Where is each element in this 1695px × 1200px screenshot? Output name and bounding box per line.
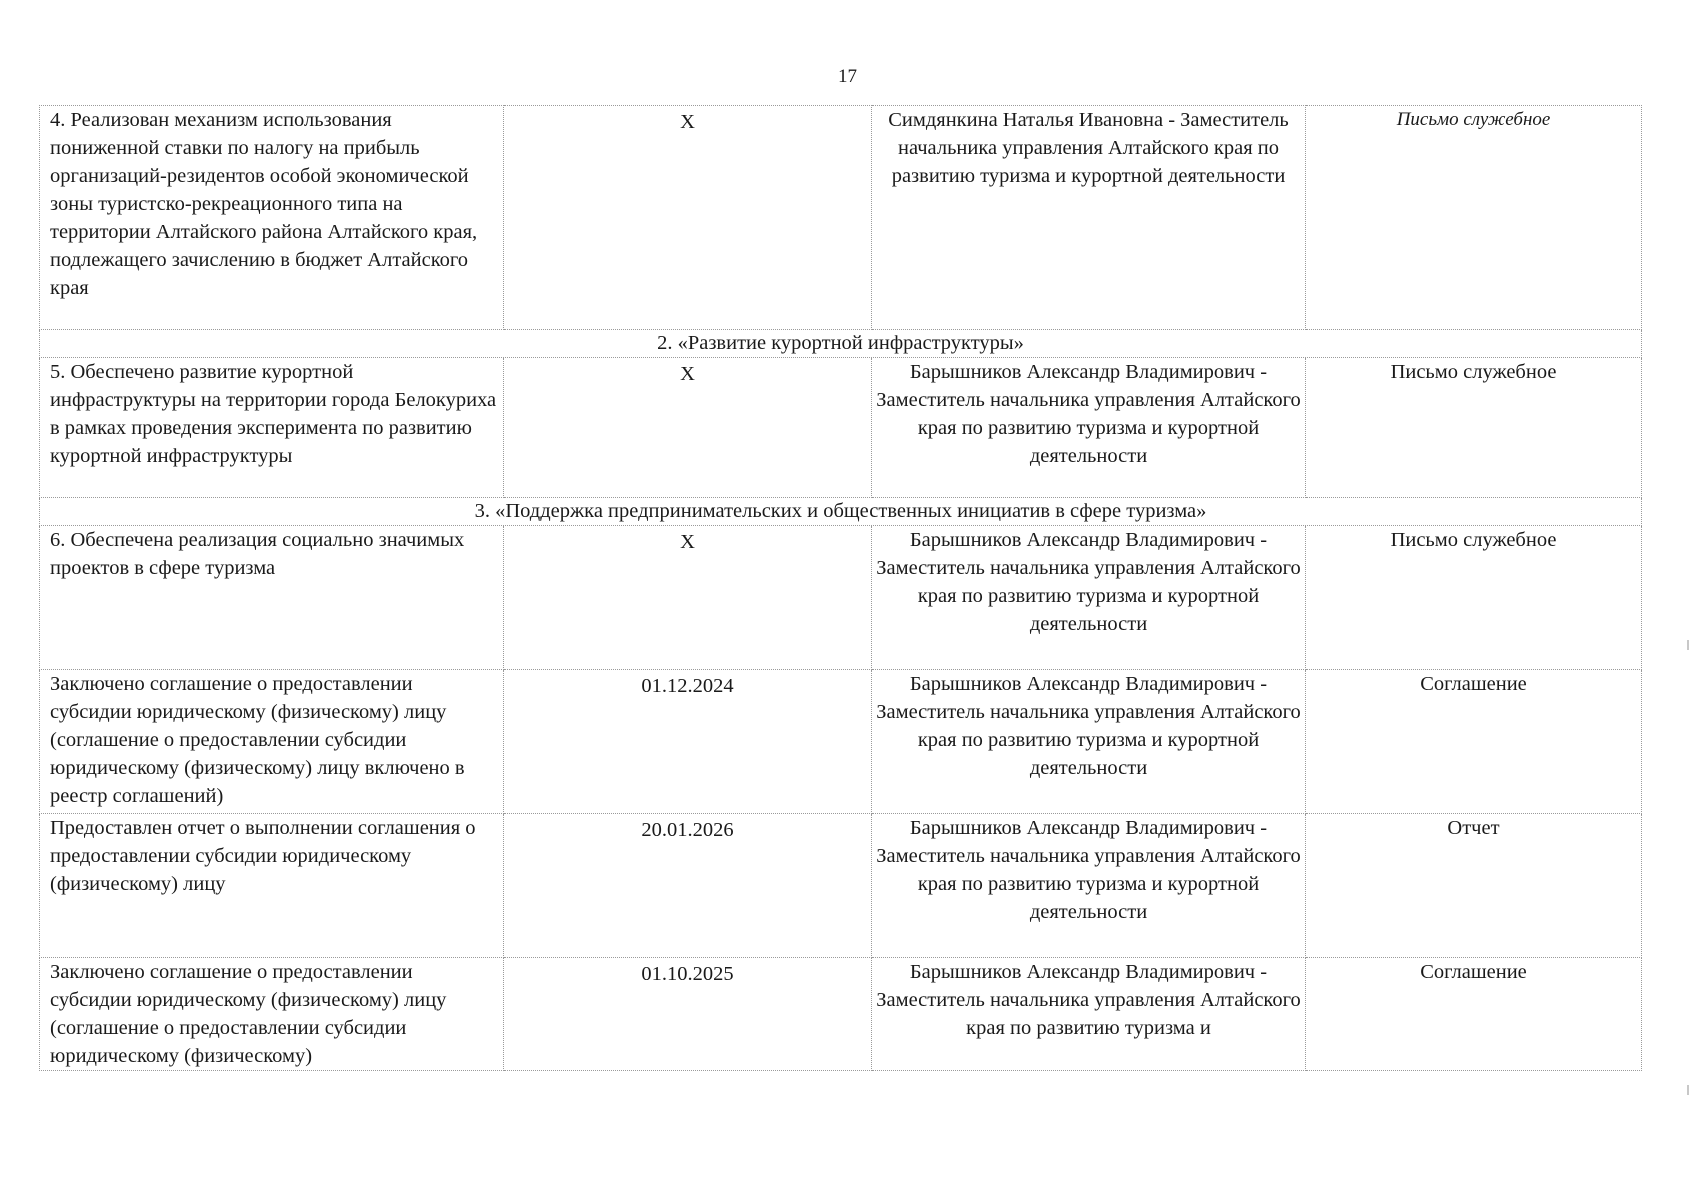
responsible-cell: Барышников Александр Владимирович - Заместитель начальника управления Алтайского края по развитию туризма и курортной деятельности xyxy=(872,526,1306,670)
date-cell: 20.01.2026 xyxy=(504,814,872,958)
table-row xyxy=(40,958,1642,1071)
scan-artifact xyxy=(1687,1085,1689,1095)
date-cell: X xyxy=(504,106,872,330)
table-row xyxy=(40,358,1642,498)
result-cell: Заключено соглашение о предоставлении субсидии юридическому (физическому) лицу (соглашение о предоставлении субсидии юридическому (физическому) xyxy=(40,958,504,1071)
document-cell: Письмо служебное xyxy=(1306,106,1642,330)
section-heading: 3. «Поддержка предпринимательских и общественных инициатив в сфере туризма» xyxy=(40,498,1642,526)
date-cell: 01.12.2024 xyxy=(504,670,872,814)
results-table xyxy=(39,105,1642,1071)
document-cell: Соглашение xyxy=(1306,958,1642,1071)
date-cell: 01.10.2025 xyxy=(504,958,872,1071)
table-row xyxy=(40,814,1642,958)
document-cell: Отчет xyxy=(1306,814,1642,958)
responsible-cell: Барышников Александр Владимирович - Заместитель начальника управления Алтайского края по развитию туризма и курортной деятельности xyxy=(872,358,1306,498)
responsible-cell: Барышников Александр Владимирович - Заместитель начальника управления Алтайского края по развитию туризма и xyxy=(872,958,1306,1071)
table-row xyxy=(40,670,1642,814)
section-row xyxy=(40,330,1642,358)
date-cell: X xyxy=(504,358,872,498)
result-cell: Предоставлен отчет о выполнении соглашения о предоставлении субсидии юридическому (физическому) лицу xyxy=(40,814,504,958)
responsible-cell: Барышников Александр Владимирович - Заместитель начальника управления Алтайского края по развитию туризма и курортной деятельности xyxy=(872,670,1306,814)
scan-artifact xyxy=(1687,640,1689,650)
table-row xyxy=(40,106,1642,330)
page-number: 17 xyxy=(838,66,857,87)
table-row xyxy=(40,526,1642,670)
responsible-cell: Барышников Александр Владимирович - Заместитель начальника управления Алтайского края по развитию туризма и курортной деятельности xyxy=(872,814,1306,958)
date-cell: X xyxy=(504,526,872,670)
document-cell: Письмо служебное xyxy=(1306,526,1642,670)
result-cell: 5. Обеспечено развитие курортной инфраструктуры на территории города Белокуриха в рамках проведения эксперимента по развитию курортной инфраструктуры xyxy=(40,358,504,498)
section-heading: 2. «Развитие курортной инфраструктуры» xyxy=(40,330,1642,358)
result-cell: 6. Обеспечена реализация социально значимых проектов в сфере туризма xyxy=(40,526,504,670)
result-cell: Заключено соглашение о предоставлении субсидии юридическому (физическому) лицу (соглашение о предоставлении субсидии юридическому (физическому) лицу включено в реестр соглашений) xyxy=(40,670,504,814)
result-cell: 4. Реализован механизм использования пониженной ставки по налогу на прибыль организаций-резидентов особой экономической зоны туристско-рекреационного типа на территории Алтайского района Алтайского края, подлежащего зачислению в бюджет Алтайского края xyxy=(40,106,504,330)
responsible-cell: Симдянкина Наталья Ивановна - Заместитель начальника управления Алтайского края по развитию туризма и курортной деятельности xyxy=(872,106,1306,330)
document-cell: Письмо служебное xyxy=(1306,358,1642,498)
document-cell: Соглашение xyxy=(1306,670,1642,814)
section-row xyxy=(40,498,1642,526)
